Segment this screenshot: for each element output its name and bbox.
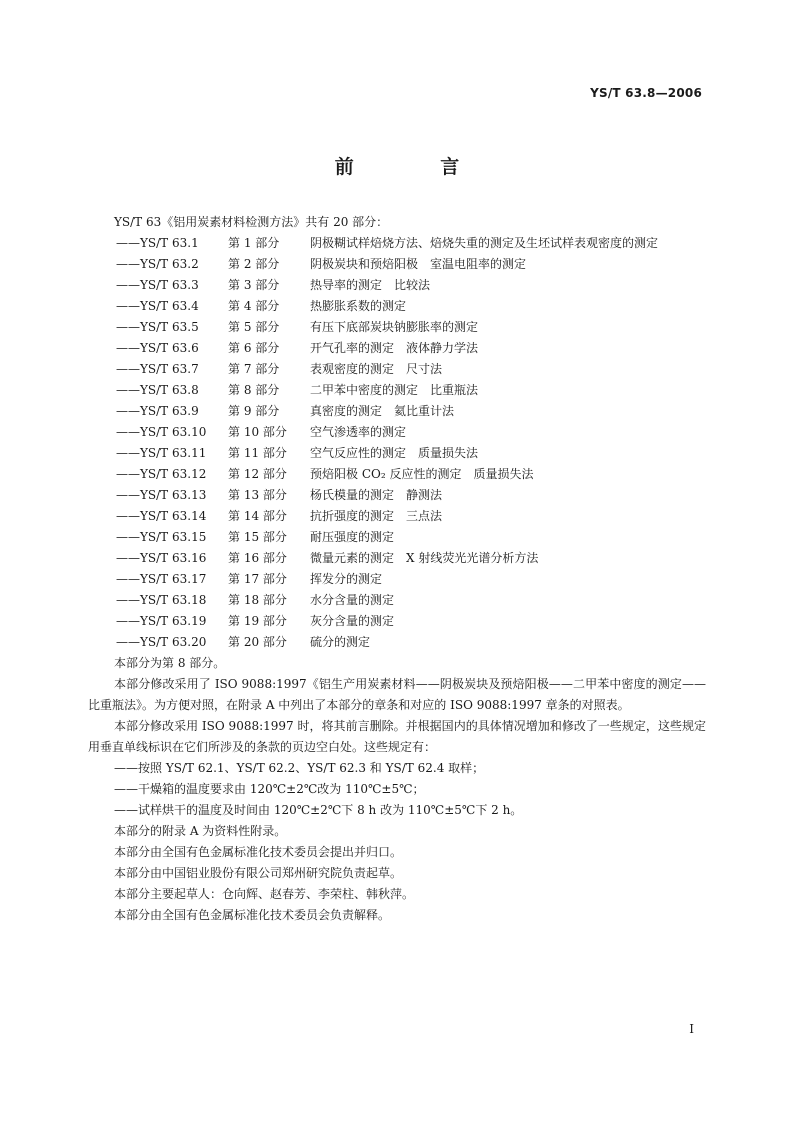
part-code: ——YS/T 63.13: [116, 488, 207, 502]
part-number: 第 10 部分: [228, 425, 287, 439]
part-title: 空气渗透率的测定: [310, 425, 407, 439]
part-title: 表观密度的测定 尺寸法: [310, 362, 443, 376]
list-item: [88, 296, 706, 317]
part-number: 第 16 部分: [228, 551, 287, 565]
list-item: [88, 527, 706, 548]
part-title: 阴极糊试样焙烧方法、焙烧失重的测定及生坯试样表观密度的测定: [310, 236, 659, 250]
part-number: 第 17 部分: [228, 572, 287, 586]
part-title: 灰分含量的测定: [310, 614, 395, 628]
part-code: ——YS/T 63.14: [116, 509, 207, 523]
part-number: 第 1 部分: [228, 236, 280, 250]
part-number: 第 11 部分: [228, 446, 287, 460]
list-item: [88, 422, 706, 443]
list-item: [88, 464, 706, 485]
bullet-item: ——干燥箱的温度要求由 120℃±2℃改为 110℃±5℃；: [114, 782, 425, 796]
part-title: 空气反应性的测定 质量损失法: [310, 446, 479, 460]
bullet-item: ——按照 YS/T 62.1、YS/T 62.2、YS/T 62.3 和 YS/T 62.4 取样；: [114, 761, 485, 775]
part-number: 第 12 部分: [228, 467, 287, 481]
paragraph: 本部分由全国有色金属标准化技术委员会提出并归口。: [114, 845, 403, 859]
list-item: [88, 275, 706, 296]
list-item: [88, 254, 706, 275]
list-item: [88, 338, 706, 359]
part-number: 第 4 部分: [228, 299, 280, 313]
part-code: ——YS/T 63.20: [116, 635, 207, 649]
part-code: ——YS/T 63.15: [116, 530, 207, 544]
part-title: 有压下底部炭块钠膨胀率的测定: [310, 320, 479, 334]
part-number: 第 5 部分: [228, 320, 280, 334]
document-body: [88, 212, 706, 926]
part-number: 第 13 部分: [228, 488, 287, 502]
part-code: ——YS/T 63.4: [116, 299, 199, 313]
part-code: ——YS/T 63.2: [116, 257, 199, 271]
parts-list: [88, 233, 706, 653]
list-item: [88, 569, 706, 590]
part-code: ——YS/T 63.12: [116, 467, 207, 481]
part-code: ——YS/T 63.7: [116, 362, 199, 376]
part-number: 第 6 部分: [228, 341, 280, 355]
part-title: 热导率的测定 比较法: [310, 278, 431, 292]
list-item: [88, 317, 706, 338]
series-intro: YS/T 63《铝用炭素材料检测方法》共有 20 部分：: [114, 215, 389, 229]
list-item: [88, 548, 706, 569]
part-number: 第 15 部分: [228, 530, 287, 544]
part-code: ——YS/T 63.16: [116, 551, 207, 565]
page-number: I: [689, 1022, 694, 1036]
part-number: 第 19 部分: [228, 614, 287, 628]
part-number: 第 7 部分: [228, 362, 280, 376]
paragraph: 本部分修改采用 ISO 9088:1997 时，将其前言删除。并根据国内的具体情况增加和修改了一些规定，这些规定用垂直单线标识在它们所涉及的条款的页边空白处。这些规定有：: [88, 719, 706, 754]
part-title: 二甲苯中密度的测定 比重瓶法: [310, 383, 479, 397]
paragraph: 本部分的附录 A 为资料性附录。: [114, 824, 287, 838]
list-item: [88, 401, 706, 422]
part-title: 阴极炭块和预焙阳极 室温电阻率的测定: [310, 257, 527, 271]
part-code: ——YS/T 63.18: [116, 593, 207, 607]
list-item: [88, 380, 706, 401]
part-code: ——YS/T 63.8: [116, 383, 199, 397]
paragraph: 本部分修改采用了 ISO 9088:1997《铝生产用炭素材料——阴极炭块及预焙阳极——二甲苯中密度的测定——比重瓶法》。为方便对照，在附录 A 中列出了本部分的章条和对应的 ISO 9088:1997 章条的对照表。: [88, 677, 706, 712]
part-title: 预焙阳极 CO₂ 反应性的测定 质量损失法: [310, 467, 534, 481]
part-title: 抗折强度的测定 三点法: [310, 509, 443, 523]
paragraph: 本部分为第 8 部分。: [114, 656, 226, 670]
part-code: ——YS/T 63.19: [116, 614, 207, 628]
part-title: 挥发分的测定: [310, 572, 383, 586]
list-item: [88, 506, 706, 527]
part-title: 热膨胀系数的测定: [310, 299, 407, 313]
part-number: 第 8 部分: [228, 383, 280, 397]
part-number: 第 14 部分: [228, 509, 287, 523]
part-title: 杨氏模量的测定 静测法: [310, 488, 443, 502]
part-title: 微量元素的测定 X 射线荧光光谱分析方法: [310, 551, 539, 565]
list-item: [88, 233, 706, 254]
part-number: 第 2 部分: [228, 257, 280, 271]
list-item: [88, 485, 706, 506]
part-code: ——YS/T 63.5: [116, 320, 199, 334]
list-item: [88, 443, 706, 464]
list-item: [88, 359, 706, 380]
list-item: [88, 632, 706, 653]
paragraph: 本部分由全国有色金属标准化技术委员会负责解释。: [114, 908, 391, 922]
part-number: 第 3 部分: [228, 278, 280, 292]
list-item: [88, 590, 706, 611]
part-code: ——YS/T 63.11: [116, 446, 207, 460]
bullet-item: ——试样烘干的温度及时间由 120℃±2℃下 8 h 改为 110℃±5℃下 2 h。: [114, 803, 523, 817]
part-title: 开气孔率的测定 液体静力学法: [310, 341, 479, 355]
part-number: 第 9 部分: [228, 404, 280, 418]
part-number: 第 20 部分: [228, 635, 287, 649]
part-number: 第 18 部分: [228, 593, 287, 607]
standard-code: YS/T 63.8—2006: [590, 86, 702, 100]
part-title: 硫分的测定: [310, 635, 371, 649]
part-code: ——YS/T 63.6: [116, 341, 199, 355]
paragraph: 本部分由中国铝业股份有限公司郑州研究院负责起草。: [114, 866, 403, 880]
part-code: ——YS/T 63.10: [116, 425, 207, 439]
part-title: 真密度的测定 氦比重计法: [310, 404, 455, 418]
part-code: ——YS/T 63.9: [116, 404, 199, 418]
paragraph: 本部分主要起草人：仓向辉、赵春芳、李荣柱、韩秋萍。: [114, 887, 415, 901]
part-code: ——YS/T 63.3: [116, 278, 199, 292]
part-title: 耐压强度的测定: [310, 530, 395, 544]
part-code: ——YS/T 63.17: [116, 572, 207, 586]
part-title: 水分含量的测定: [310, 593, 395, 607]
page-title: 前 言: [334, 156, 500, 178]
list-item: [88, 611, 706, 632]
part-code: ——YS/T 63.1: [116, 236, 199, 250]
